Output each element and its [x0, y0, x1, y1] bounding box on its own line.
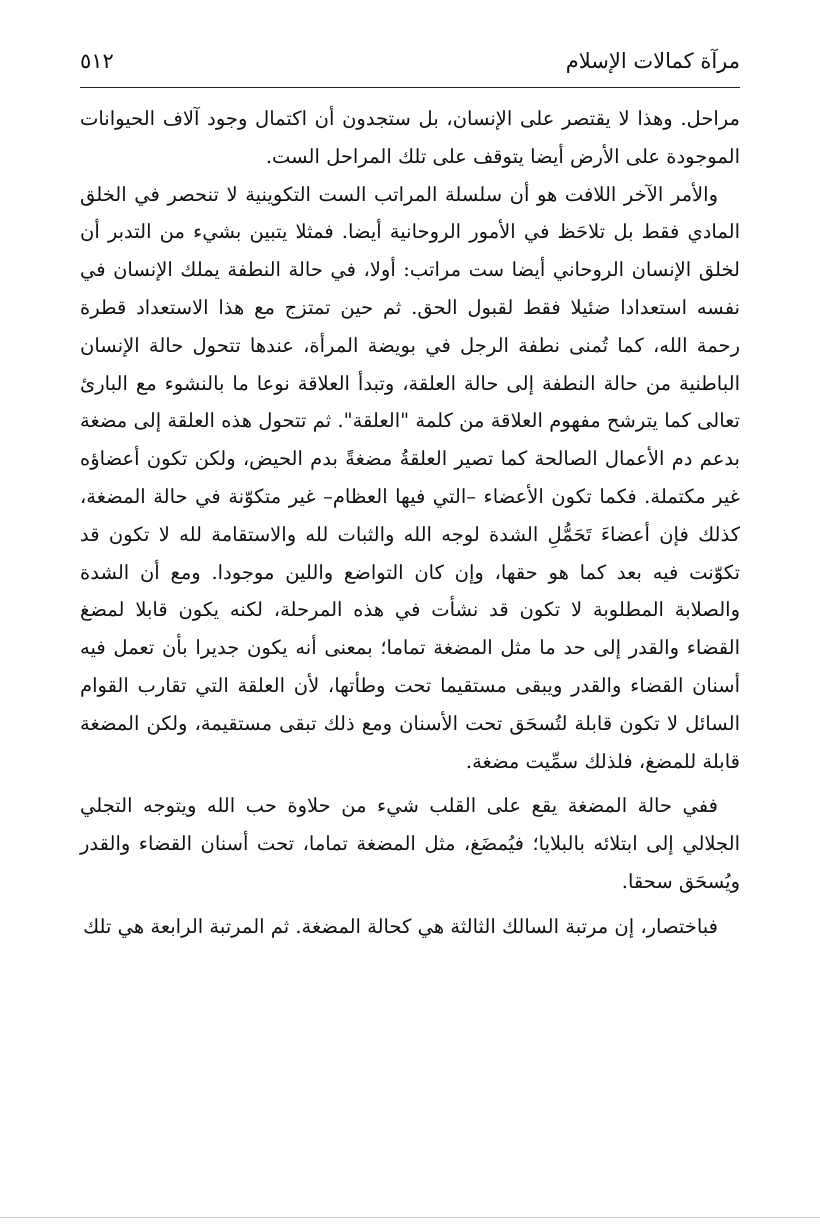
running-title: مرآة كمالات الإسلام	[565, 49, 740, 73]
header-divider	[80, 87, 740, 88]
paragraph: ففي حالة المضغة يقع على القلب شيء من حلاوة حب الله ويتوجه التجلي الجلالي إلى ابتلائه بالبلايا؛ فيُمضَغ، مثل المضغة تماما، تحت أسنان القضاء والقدر ويُسحَق سحقا.	[80, 794, 740, 893]
page-header	[80, 38, 740, 84]
paragraph: والأمر الآخر اللافت هو أن سلسلة المراتب الست التكوينية لا تنحصر في الخلق المادي فقط بل تلاحَظ في الأمور الروحانية أيضا. فمثلا يتبين بشيء من التدبر أن لخلق الإنسان الروحاني أيضا ست مراتب: أولا، في حالة النطفة يملك الإنسان في نفسه استعدادا ضئيلا فقط لقبول الحق. ثم حين تمتزج مع هذا الاستعداد قطرة رحمة الله، كما تُمنى نطفة الرجل في بويضة المرأة، عندها تتحول حالة الإنسان الباطنية من حالة النطفة إلى حالة العلقة، وتبدأ العلاقة نوعا ما بالنشوء مع البارئ تعالى كما يترشح مفهوم العلاقة من كلمة "العلقة". ثم تتحول هذه العلقة إلى مضغة بدعم دم الأعمال الصالحة كما تصير العلقةُ مضغةً بدم الحيض، ولكن تكون أعضاؤه غير مكتملة. فكما تكون الأعضاء –التي فيها العظام– غير متكوّنة في حالة المضغة، كذلك فإن أعضاءَ تَحَمُّلِ الشدة لوجه الله والثبات لله والاستقامة لله لا تكون قد تكوّنت فيه بعد كما هو حقها، وإن كان التواضع واللين موجودا. ومع أن الشدة والصلابة المطلوبة لا تكون قد نشأت في هذه المرحلة، لكنه يكون قابلا لمضغ القضاء والقدر إلى حد ما مثل المضغة تماما؛ بمعنى أنه يكون جديرا بأن تعمل فيه أسنان القضاء والقدر ويبقى مستقيما تحت وطأتها، لأن العلقة التي تقارب القوام السائل لا تكون قابلة لتُسحَق تحت الأسنان ومع ذلك تبقى مستقيمة، ولكن المضغة قابلة للمضغ، فلذلك سمِّيت مضغة.	[80, 182, 740, 773]
paragraph: مراحل. وهذا لا يقتصر على الإنسان، بل ستجدون أن اكتمال وجود آلاف الحيوانات الموجودة على الأرض أيضا يتوقف على تلك المراحل الست.	[80, 107, 740, 168]
paragraph: فباختصار، إن مرتبة السالك الثالثة هي كحالة المضغة. ثم المرتبة الرابعة هي تلك	[83, 914, 718, 938]
body-text	[80, 100, 740, 946]
page-bottom-edge	[0, 1217, 820, 1218]
page-number: ٥١٢	[80, 49, 114, 73]
